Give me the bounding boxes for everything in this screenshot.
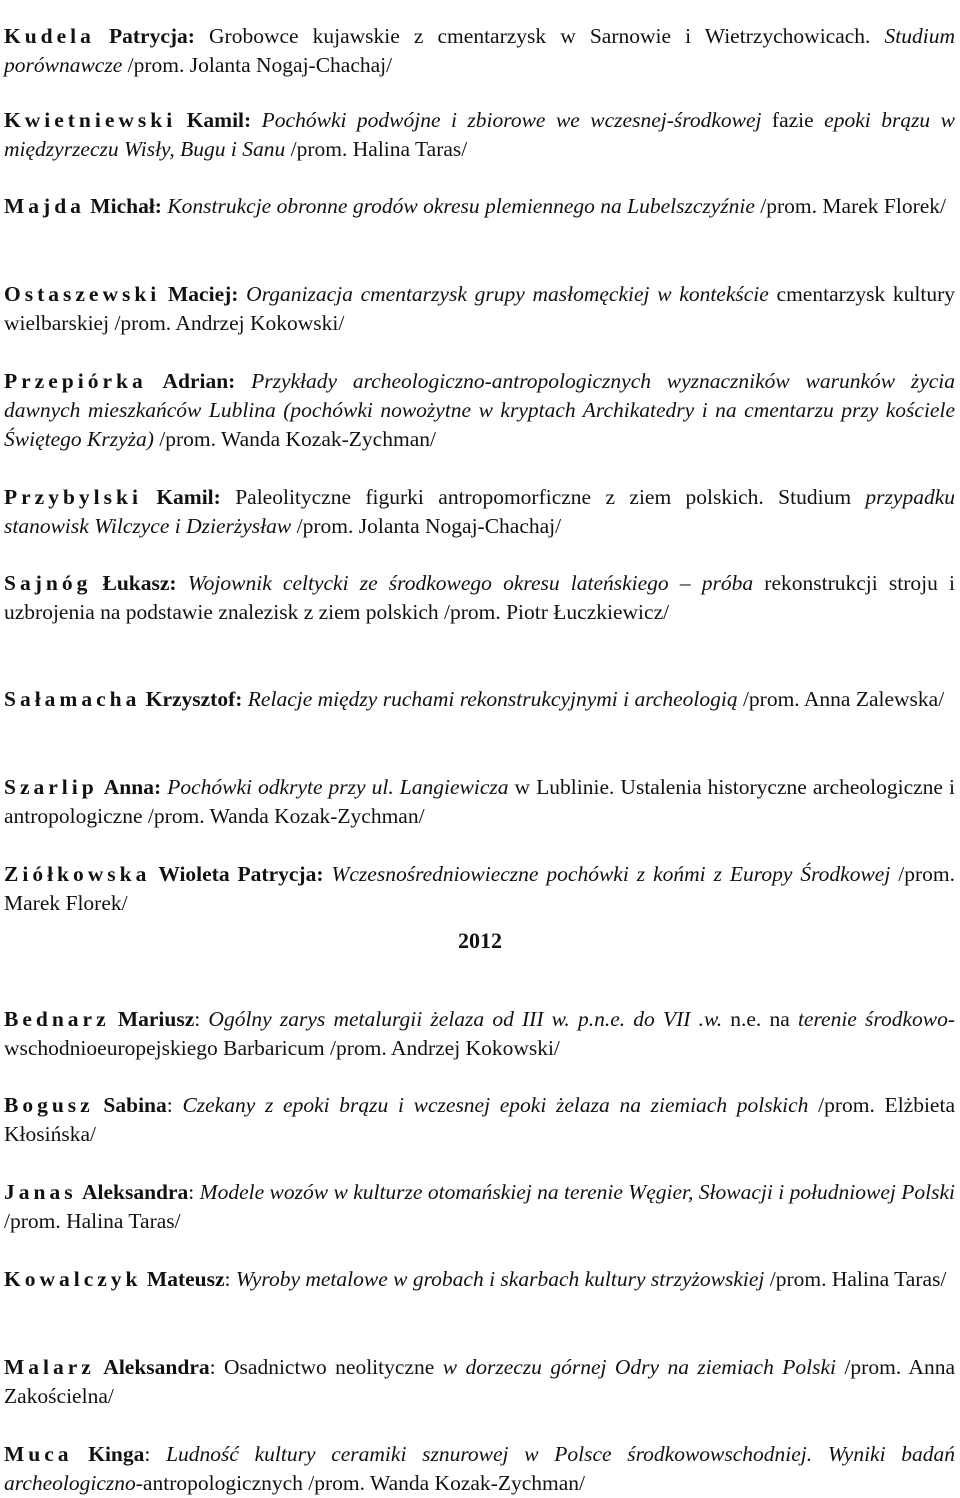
entry-text: /prom. Jolanta Nogaj-Chachaj/ [122,52,393,77]
thesis-title-italic: terenie środkowo [797,1006,948,1031]
thesis-title-italic: Modele wozów w kulturze otomańskiej na terenie Węgier, Słowacji i południowej Polski [199,1179,956,1204]
thesis-title-italic: Relacje między ruchami rekonstrukcyjnymi i archeologią [247,686,738,711]
thesis-title-italic: Studium porównawcze [4,23,955,77]
thesis-title-italic: Organizacja cmentarzysk grupy masłomęckiej w kontekście [246,281,769,306]
thesis-title-italic: Ludność kultury ceramiki sznurowej w Polsce środkowowschodniej. Wyniki badań archeologiczno [4,1441,955,1495]
entry-text: w Lublinie. Ustalenia historyczne archeologiczne i antropologiczne /prom. Wanda Kozak-Zychman/ [4,774,955,828]
entry-text: Paleolityczne figurki antropomorficzne z ziem polskich. Studium [220,484,866,509]
thesis-title-italic: Ogólny zarys metalurgii żelaza od III w. p.n.e. do VII .w. [208,1006,723,1031]
entry-text: /prom. Anna Zalewska/ [737,686,945,711]
author-surname: Bogusz [4,1092,94,1117]
entry-text: /prom. Elżbieta Kłosińska/ [4,1092,955,1146]
entry-text [235,369,251,393]
author-given-name: Aleksandra [81,1179,189,1204]
entry-text [160,282,168,306]
thesis-entry-sajnog [4,569,955,627]
author-surname: Majda [4,193,85,218]
entry-text [147,369,163,393]
entry-text [177,571,188,595]
entry-text: /prom. Halina Taras/ [764,1266,947,1291]
thesis-entry-kwietniewski [4,106,955,164]
entry-text [95,24,109,48]
entry-text: /prom. Marek Florek/ [4,861,956,915]
entry-text [238,282,246,306]
author-given-name: Kamil: [186,107,252,132]
author-given-name: Michał: [90,193,162,218]
thesis-entry-kowalczyk [4,1265,955,1294]
entry-text: n.e. na [722,1006,798,1031]
author-surname: Ziółkowska [4,861,151,886]
thesis-title-italic: epoki brązu w międzyrzeczu Wisły, Bugu i Sanu [4,107,955,161]
thesis-title-italic: Czekany z epoki brązu i wczesnej epoki żelaza na ziemiach polskich [182,1092,809,1117]
thesis-entry-muca [4,1440,955,1498]
entry-text: : [224,1266,236,1291]
entry-text: : [144,1441,167,1466]
entry-text: rekonstrukcji stroju i uzbrojenia na podstawie znalezisk z ziem polskich /prom. Piotr Łuczkiewicz/ [4,570,956,624]
entry-text [142,485,156,509]
author-given-name: Adrian: [162,368,236,393]
entry-text: : [188,1179,200,1204]
thesis-entry-przybylski [4,483,955,541]
author-given-name: Mateusz [146,1266,225,1291]
entry-text: : Osadnictwo neolityczne [209,1354,443,1379]
thesis-title-italic: przypadku stanowisk Wilczyce i Dzierżysław [4,484,955,538]
year-heading: 2012 [458,928,502,953]
thesis-title-italic: Pochówki odkryte przy ul. Langiewicza [167,774,509,799]
author-given-name: Kinga [88,1441,145,1466]
author-surname: Sałamacha [4,686,141,711]
author-surname: Sajnóg [4,570,92,595]
thesis-title-italic: Wyroby metalowe w grobach i skarbach kultury strzyżowskiej [235,1266,765,1291]
entry-text: /prom. Marek Florek/ [754,193,946,218]
entry-text [110,1007,118,1031]
author-surname: Przepiórka [4,368,147,393]
entry-text: /prom. Halina Taras/ [4,1208,181,1233]
entry-text: cmentarzysk kultury wielbarskiej /prom. Andrzej Kokowski/ [4,281,956,335]
entry-text [176,108,186,132]
author-surname: Szarlip [4,774,98,799]
thesis-entry-bogusz [4,1091,955,1149]
entry-text [91,571,102,595]
author-given-name: Wioleta Patrycja: [158,861,324,886]
thesis-title-italic: w dorzeczu górnej Odry na ziemiach Polski [442,1354,837,1379]
entry-text [73,1442,89,1466]
entry-text: /prom. Halina Taras/ [285,136,468,161]
entry-text: /prom. Wanda Kozak-Zychman/ [153,426,436,451]
thesis-entry-ziolkowska [4,860,955,918]
author-surname: Malarz [4,1354,95,1379]
thesis-entry-janas [4,1178,955,1236]
author-given-name: Krzysztof: [145,686,243,711]
entry-text: -wschodnioeuropejskiego Barbaricum /prom. Andrzej Kokowski/ [4,1006,956,1060]
author-surname: Kudela [4,23,95,48]
thesis-title-italic: Wczesnośredniowieczne pochówki z końmi z Europy Środkowej [331,861,891,886]
author-given-name: Maciej: [168,281,239,306]
thesis-entry-malarz [4,1353,955,1411]
entry-text: : [194,1006,209,1031]
thesis-entry-szarlip [4,773,955,831]
entry-text: -antropologicznych /prom. Wanda Kozak-Zychman/ [135,1470,585,1495]
thesis-title-italic: Wojownik celtycki ze środkowego okresu lateńskiego – próba [187,570,754,595]
entry-text: /prom. Anna Zakościelna/ [4,1354,956,1408]
entry-text: : [166,1092,183,1117]
author-given-name: Mariusz [117,1006,195,1031]
author-surname: Kwietniewski [4,107,177,132]
author-given-name: Patrycja: [108,23,195,48]
author-surname: Janas [4,1179,77,1204]
author-given-name: Łukasz: [102,570,177,595]
thesis-entry-ostaszewski [4,280,955,338]
thesis-entry-majda [4,192,955,221]
entry-text: fazie [761,107,825,132]
entry-text [251,108,261,132]
thesis-entry-salamacha [4,685,955,714]
entry-text: Grobowce kujawskie z cmentarzysk w Sarnowie i Wietrzychowicach. [194,23,885,48]
author-given-name: Aleksandra [103,1354,210,1379]
author-given-name: Anna: [103,774,162,799]
thesis-entry-kudela [4,22,955,80]
author-surname: Ostaszewski [4,281,161,306]
author-surname: Kowalczyk [4,1266,142,1291]
author-surname: Muca [4,1441,73,1466]
thesis-title-italic: Przykłady archeologiczno-antropologicznych wyznaczników warunków życia dawnych mieszkańców Lublina (pochówki nowożytne w kryptach Archikatedry i na cmentarzu przy kościele Świętego Krzyża) [4,368,956,451]
thesis-title-italic: Konstrukcje obronne grodów okresu plemiennego na Lubelszczyźnie [167,193,755,218]
thesis-entry-bednarz [4,1005,955,1063]
entry-text [94,1093,104,1117]
thesis-entry-przepiorka [4,367,955,454]
author-given-name: Sabina [103,1092,167,1117]
author-surname: Bednarz [4,1006,110,1031]
author-surname: Przybylski [4,484,142,509]
thesis-title-italic: Pochówki podwójne i zbiorowe we wczesnej-środkowej [261,107,762,132]
entry-text: /prom. Jolanta Nogaj-Chachaj/ [291,513,562,538]
author-given-name: Kamil: [156,484,221,509]
